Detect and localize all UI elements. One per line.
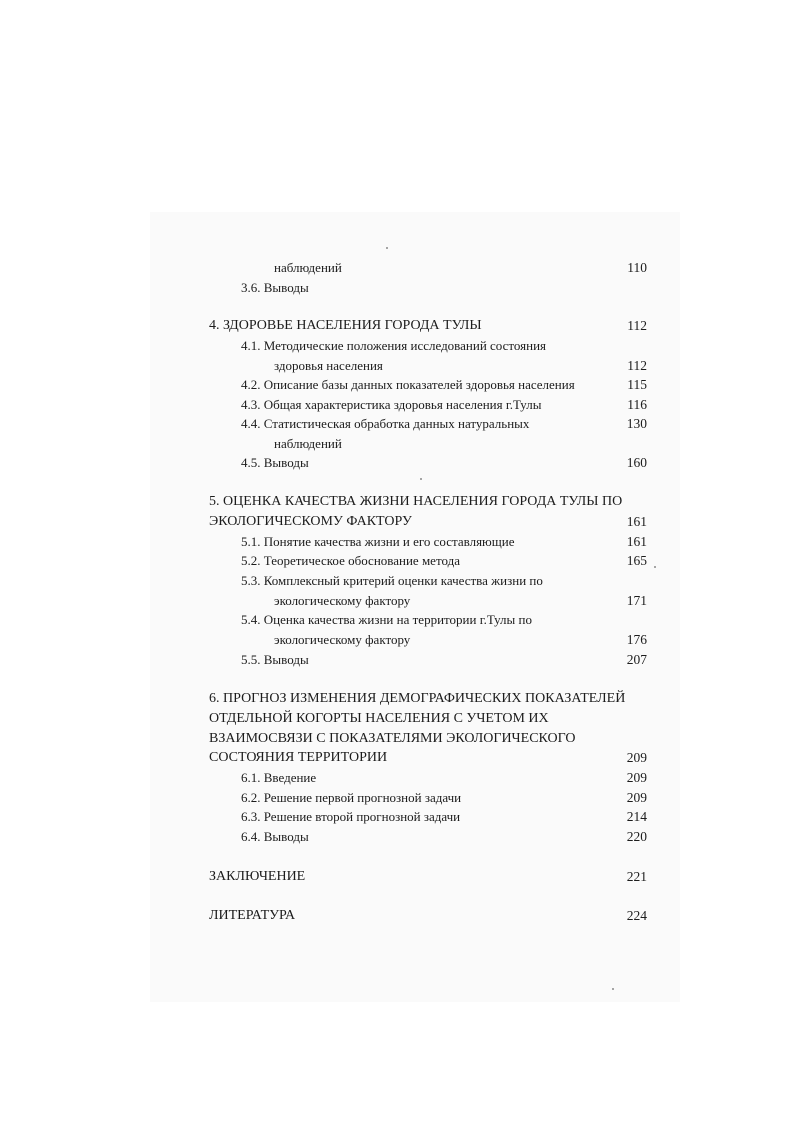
toc-entry: [0, 434, 795, 454]
toc-entry: [0, 336, 795, 356]
toc-chapter-title: ВЗАИМОСВЯЗИ С ПОКАЗАТЕЛЯМИ ЭКОЛОГИЧЕСКОГО: [209, 731, 576, 746]
toc-chapter: [0, 729, 795, 749]
toc-entry-page: 207: [626, 652, 647, 667]
toc-chapter-title: ЗАКЛЮЧЕНИЕ: [209, 869, 306, 884]
toc-entry-page: 161: [626, 514, 647, 529]
scan-speck: [654, 566, 656, 568]
toc-entry-page: 160: [626, 455, 647, 470]
toc-entry-page: 112: [627, 358, 647, 373]
toc-entry-page: 209: [626, 750, 647, 765]
toc-entry: [0, 630, 795, 650]
toc-entry: [0, 551, 795, 571]
toc-chapter: [0, 748, 795, 768]
toc-entry-page: 112: [627, 318, 647, 333]
toc-entry: [0, 356, 795, 376]
toc-entry-title: 4.1. Методические положения исследований состояния: [241, 338, 547, 353]
toc-entry-title: 6.3. Решение второй прогнозной задачи: [241, 809, 461, 824]
scan-speck: [420, 478, 422, 480]
toc-entry-page: 130: [626, 416, 647, 431]
toc-chapter: [0, 867, 795, 887]
toc-entry-title: 5.5. Выводы: [241, 652, 309, 667]
toc-entry-title: 5.2. Теоретическое обоснование метода: [241, 553, 460, 568]
toc-entry-title: 4.3. Общая характеристика здоровья населения г.Тулы: [241, 397, 542, 412]
toc-chapter-title: 4. ЗДОРОВЬЕ НАСЕЛЕНИЯ ГОРОДА ТУЛЫ: [209, 318, 482, 333]
toc-entry-title: 5.4. Оценка качества жизни на территории г.Тулы по: [241, 612, 532, 627]
toc-entry-page: 116: [627, 397, 647, 412]
toc-chapter: [0, 709, 795, 729]
toc-entry-page: 220: [626, 829, 647, 844]
toc-entry-title: 6.1. Введение: [241, 770, 317, 785]
toc-entry-title: 4.5. Выводы: [241, 455, 309, 470]
toc-entry: [0, 807, 795, 827]
toc-entry: [0, 375, 795, 395]
toc-entry-title: 6.2. Решение первой прогнозной задачи: [241, 790, 462, 805]
toc-entry-title: 5.1. Понятие качества жизни и его составляющие: [241, 534, 515, 549]
toc-chapter-title: 6. ПРОГНОЗ ИЗМЕНЕНИЯ ДЕМОГРАФИЧЕСКИХ ПОКАЗАТЕЛЕЙ: [209, 691, 626, 706]
toc-entry: [0, 414, 795, 434]
toc-entry: [0, 610, 795, 630]
toc-entry-page: 209: [626, 770, 647, 785]
toc-entry: [0, 278, 795, 298]
toc-chapter-title: ЛИТЕРАТУРА: [209, 908, 296, 923]
toc-chapter-title: ОТДЕЛЬНОЙ КОГОРТЫ НАСЕЛЕНИЯ С УЧЕТОМ ИХ: [209, 711, 549, 726]
toc-chapter-title: ЭКОЛОГИЧЕСКОМУ ФАКТОРУ: [209, 514, 412, 529]
toc-entry: [0, 827, 795, 847]
toc-entry-title: 6.4. Выводы: [241, 829, 309, 844]
toc-entry: [0, 788, 795, 808]
toc-entry: [0, 258, 795, 278]
toc-entry: [0, 591, 795, 611]
toc-entry-page: 161: [626, 534, 647, 549]
toc-chapter: [0, 512, 795, 532]
toc-chapter: [0, 689, 795, 709]
scan-speck: [386, 247, 388, 249]
toc-entry-title: здоровья населения: [274, 358, 383, 373]
toc-chapter: [0, 906, 795, 926]
toc-entry: [0, 395, 795, 415]
toc-chapter: [0, 492, 795, 512]
toc-entry-title: 5.3. Комплексный критерий оценки качества жизни по: [241, 573, 543, 588]
toc-entry-page: 115: [627, 377, 647, 392]
toc-entry-page: 221: [626, 869, 647, 884]
toc-entry: [0, 571, 795, 591]
toc-entry-page: 171: [626, 593, 647, 608]
toc-entry-title: экологическому фактору: [274, 632, 411, 647]
toc-entry: [0, 453, 795, 473]
toc-entry-page: 165: [626, 553, 647, 568]
toc-entry-page: 224: [626, 908, 647, 923]
toc-chapter-title: СОСТОЯНИЯ ТЕРРИТОРИИ: [209, 750, 388, 765]
toc-entry: [0, 650, 795, 670]
toc-entry-title: 4.4. Статистическая обработка данных натуральных: [241, 416, 530, 431]
toc-entry: [0, 768, 795, 788]
toc-entry: [0, 532, 795, 552]
scan-speck: [612, 988, 614, 990]
toc-entry-title: 3.6. Выводы: [241, 280, 309, 295]
toc-entry-page: 110: [627, 260, 647, 275]
toc-entry-page: 176: [626, 632, 647, 647]
toc-entry-title: наблюдений: [274, 436, 342, 451]
toc-chapter: [0, 316, 795, 336]
toc-entry-title: наблюдений: [274, 260, 342, 275]
toc-entry-title: экологическому фактору: [274, 593, 411, 608]
toc-entry-page: 214: [626, 809, 647, 824]
toc-entry-page: 209: [626, 790, 647, 805]
toc-chapter-title: 5. ОЦЕНКА КАЧЕСТВА ЖИЗНИ НАСЕЛЕНИЯ ГОРОДА ТУЛЫ ПО: [209, 494, 623, 509]
toc-entry-title: 4.2. Описание базы данных показателей здоровья населения: [241, 377, 575, 392]
